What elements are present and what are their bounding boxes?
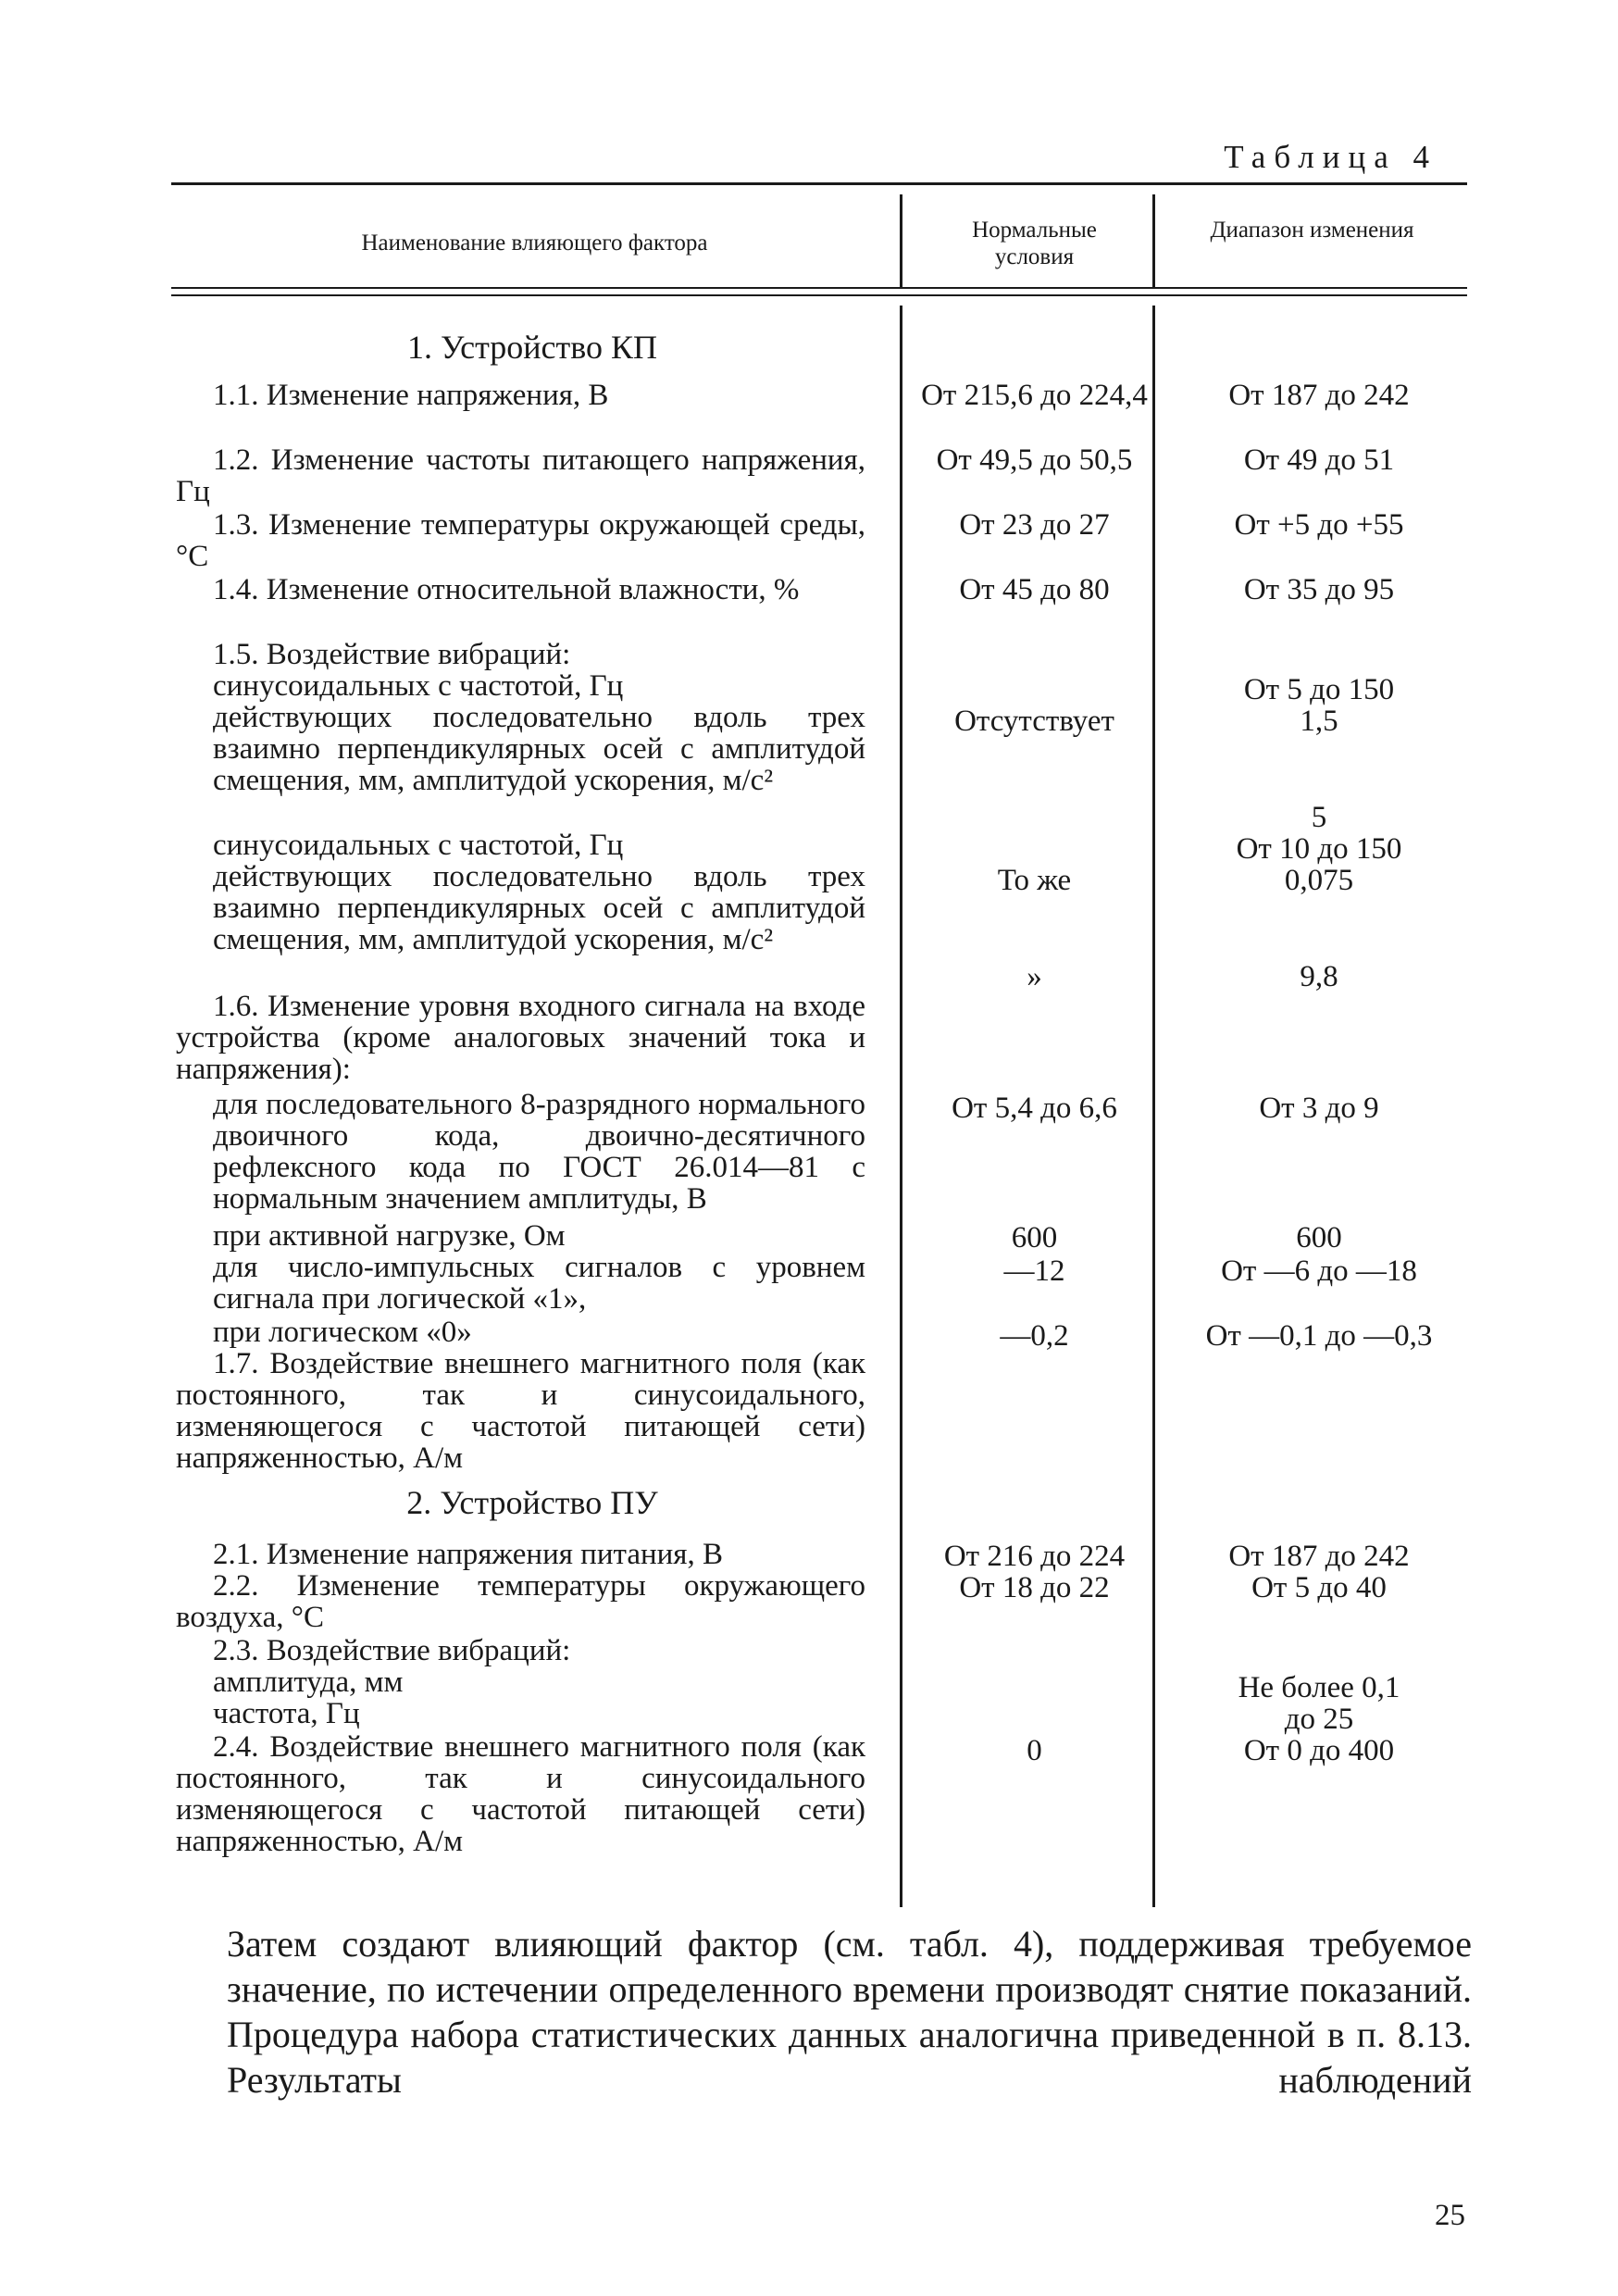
range-value: От —6 до —18 <box>1221 1254 1417 1288</box>
range-value: 600 <box>1296 1221 1342 1254</box>
range-value: От 3 до 9 <box>1259 1092 1379 1125</box>
column-divider-1 <box>900 194 902 287</box>
header-bottom-rule <box>171 287 1467 289</box>
section-title: 1. Устройство КП <box>406 329 658 366</box>
column-divider-2 <box>1152 194 1155 287</box>
range-value: 1,5 <box>1300 705 1338 738</box>
normal-value: 600 <box>1011 1221 1058 1254</box>
range-value: От 187 до 242 <box>1228 1540 1410 1573</box>
normal-value: —12 <box>1003 1254 1065 1288</box>
row-label: при активной нагрузке, Ом <box>213 1219 566 1253</box>
table-caption: Таблица 4 <box>1224 139 1438 175</box>
range-value: От 0 до 400 <box>1243 1734 1395 1767</box>
table-top-rule <box>171 182 1467 185</box>
column-divider-1-body <box>900 306 902 1907</box>
range-value: Не более 0,1 <box>1238 1671 1400 1704</box>
normal-value: От 45 до 80 <box>959 573 1110 606</box>
row-label: действующих последовательно вдоль трех взаимно перпендикулярных осей с амплитудой смещения, мм, амплитудой ускорения, м/с² <box>213 860 865 956</box>
row-label: 2.2. Изменение температуры окружающего воздуха, °С <box>176 1569 865 1634</box>
row-label: для число-импульсных сигналов с уровнем сигнала при логической «1», <box>213 1251 865 1316</box>
row-label: 1.6. Изменение уровня входного сигнала на входе устройства (кроме аналоговых значений тока и напряжения): <box>176 990 865 1086</box>
header-factor: Наименование влияющего фактора <box>361 231 708 256</box>
range-value: От 5 до 40 <box>1251 1571 1387 1604</box>
row-label: 1.2. Изменение частоты питающего напряжения, Гц <box>176 443 865 508</box>
row-label: 1.3. Изменение температуры окружающей среды, °С <box>176 508 865 573</box>
header-bottom-rule-2 <box>171 294 1467 296</box>
normal-value: От 5,4 до 6,6 <box>952 1092 1117 1125</box>
normal-value: » <box>1027 960 1042 993</box>
row-label: действующих последовательно вдоль трех взаимно перпендикулярных осей с амплитудой смещения, мм, амплитудой ускорения, м/с² <box>213 701 865 797</box>
range-value: От 5 до 150 <box>1243 673 1395 706</box>
header-normal: Нормальные условия <box>972 218 1097 269</box>
row-label: для последовательного 8-разрядного нормального двоичного кода, двоично-десятичного рефлексного кода по ГОСТ 26.014—81 с нормальным значением амплитуды, В <box>213 1088 865 1216</box>
normal-value: —0,2 <box>1000 1319 1069 1353</box>
normal-value: От 18 до 22 <box>959 1571 1110 1604</box>
range-value: От 35 до 95 <box>1243 573 1395 606</box>
normal-value: Отсутствует <box>954 705 1114 738</box>
row-label: 1.5. Воздействие вибраций: <box>213 638 571 671</box>
row-label: 2.4. Воздействие внешнего магнитного поля (как постоянного, так и синусоидального изменяющегося с частотой питающей сети) напряженностью, А/м <box>176 1730 865 1858</box>
row-label: амплитуда, мм <box>213 1666 404 1699</box>
row-label: 2.3. Воздействие вибраций: <box>213 1634 571 1667</box>
row-label: при логическом «0» <box>213 1316 472 1349</box>
row-label: частота, Гц <box>213 1697 360 1730</box>
page-number: 25 <box>1435 2199 1465 2232</box>
row-label: синусоидальных с частотой, Гц <box>213 669 624 703</box>
normal-value: От 49,5 до 50,5 <box>936 443 1133 477</box>
section-title: 2. Устройство ПУ <box>406 1484 658 1521</box>
range-value: От 49 до 51 <box>1243 443 1395 477</box>
normal-value: 0 <box>1027 1734 1042 1767</box>
row-label: 2.1. Изменение напряжения питания, В <box>213 1538 723 1571</box>
range-value: до 25 <box>1284 1703 1354 1736</box>
range-value: От 10 до 150 <box>1236 832 1402 866</box>
header-range: Диапазон изменения <box>1210 218 1414 243</box>
row-label: 1.7. Воздействие внешнего магнитного поля (как постоянного, так и синусоидального, изменяющегося с частотой питающей сети) напряженностью, А/м <box>176 1347 865 1475</box>
range-value: 9,8 <box>1300 960 1338 993</box>
range-value: От —0,1 до —0,3 <box>1205 1319 1433 1353</box>
range-value: 0,075 <box>1284 864 1354 897</box>
normal-value: То же <box>997 864 1072 897</box>
row-label: 1.4. Изменение относительной влажности, % <box>213 573 800 606</box>
row-label: 1.1. Изменение напряжения, В <box>213 379 609 412</box>
range-value: От +5 до +55 <box>1234 508 1404 542</box>
range-value: От 187 до 242 <box>1228 379 1410 412</box>
normal-value: От 216 до 224 <box>943 1540 1126 1573</box>
normal-value: От 215,6 до 224,4 <box>921 379 1148 412</box>
range-value: 5 <box>1311 801 1327 834</box>
normal-value: От 23 до 27 <box>959 508 1110 542</box>
row-label: синусоидальных с частотой, Гц <box>213 829 624 862</box>
body-paragraph: Затем создают влияющий фактор (см. табл. 4), поддерживая требуемое значение, по истечении определенного времени производят снятие показаний. Процедура набора статистических данных аналогична приведенной в п. 8.13. Результаты наблюдений <box>227 1923 1472 2101</box>
